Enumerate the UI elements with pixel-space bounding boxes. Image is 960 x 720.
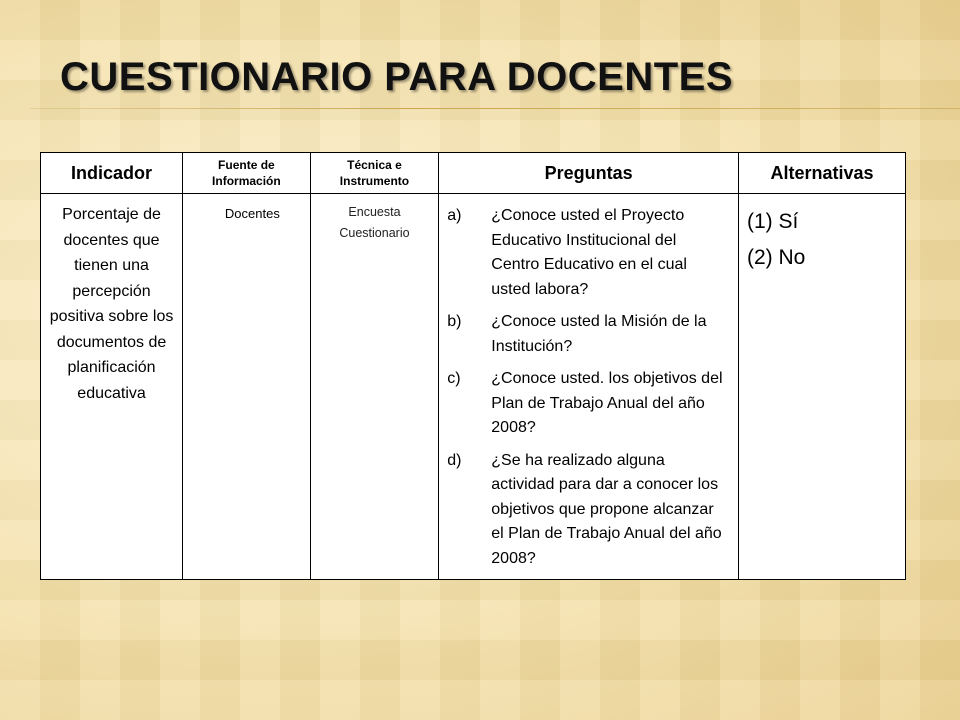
alternative-option: (1) Sí — [746, 210, 799, 233]
question-letter: c) — [447, 370, 461, 387]
cell-alternativas — [738, 194, 905, 580]
cell-indicador: Porcentaje de docentes que tienen una percepción positiva sobre los documentos de planificación educativa — [41, 194, 183, 580]
question-item — [447, 449, 726, 572]
cell-preguntas — [439, 194, 739, 580]
question-letter: a) — [447, 207, 462, 224]
cell-fuente: Docentes — [183, 194, 311, 580]
title-divider — [30, 108, 960, 109]
alternative-option: (2) No — [746, 246, 806, 269]
slide-title: CUESTIONARIO PARA DOCENTES — [60, 55, 734, 99]
table-header-row — [41, 153, 906, 194]
question-item — [447, 310, 726, 359]
question-text: ¿Conoce usted. los objetivos del Plan de Trabajo Anual del año 2008? — [491, 370, 723, 436]
cell-tecnica — [310, 194, 439, 580]
questionnaire-table — [40, 152, 906, 580]
question-letter: d) — [447, 451, 462, 469]
table-row — [41, 194, 906, 580]
header-tecnica: Técnica e Instrumento — [310, 153, 439, 194]
question-letter: b) — [447, 313, 462, 330]
tecnica-encuesta: Encuesta — [348, 205, 401, 219]
question-text: ¿Conoce usted la Misión de la Institución? — [491, 313, 707, 355]
header-indicador: Indicador — [41, 153, 183, 194]
question-text: ¿Conoce usted el Proyecto Educativo Institucional del Centro Educativo en el cual usted labora? — [491, 207, 687, 298]
tecnica-cuestionario: Cuestionario — [339, 226, 410, 240]
header-preguntas: Preguntas — [439, 153, 739, 194]
question-text: ¿Se ha realizado alguna actividad para dar a conocer los objetivos que propone alcanzar el Plan de Trabajo Anual del año 2008? — [491, 451, 722, 567]
question-item — [447, 367, 726, 441]
header-fuente: Fuente de Información — [183, 153, 311, 194]
header-alternativas: Alternativas — [738, 153, 905, 194]
question-item — [447, 204, 726, 302]
